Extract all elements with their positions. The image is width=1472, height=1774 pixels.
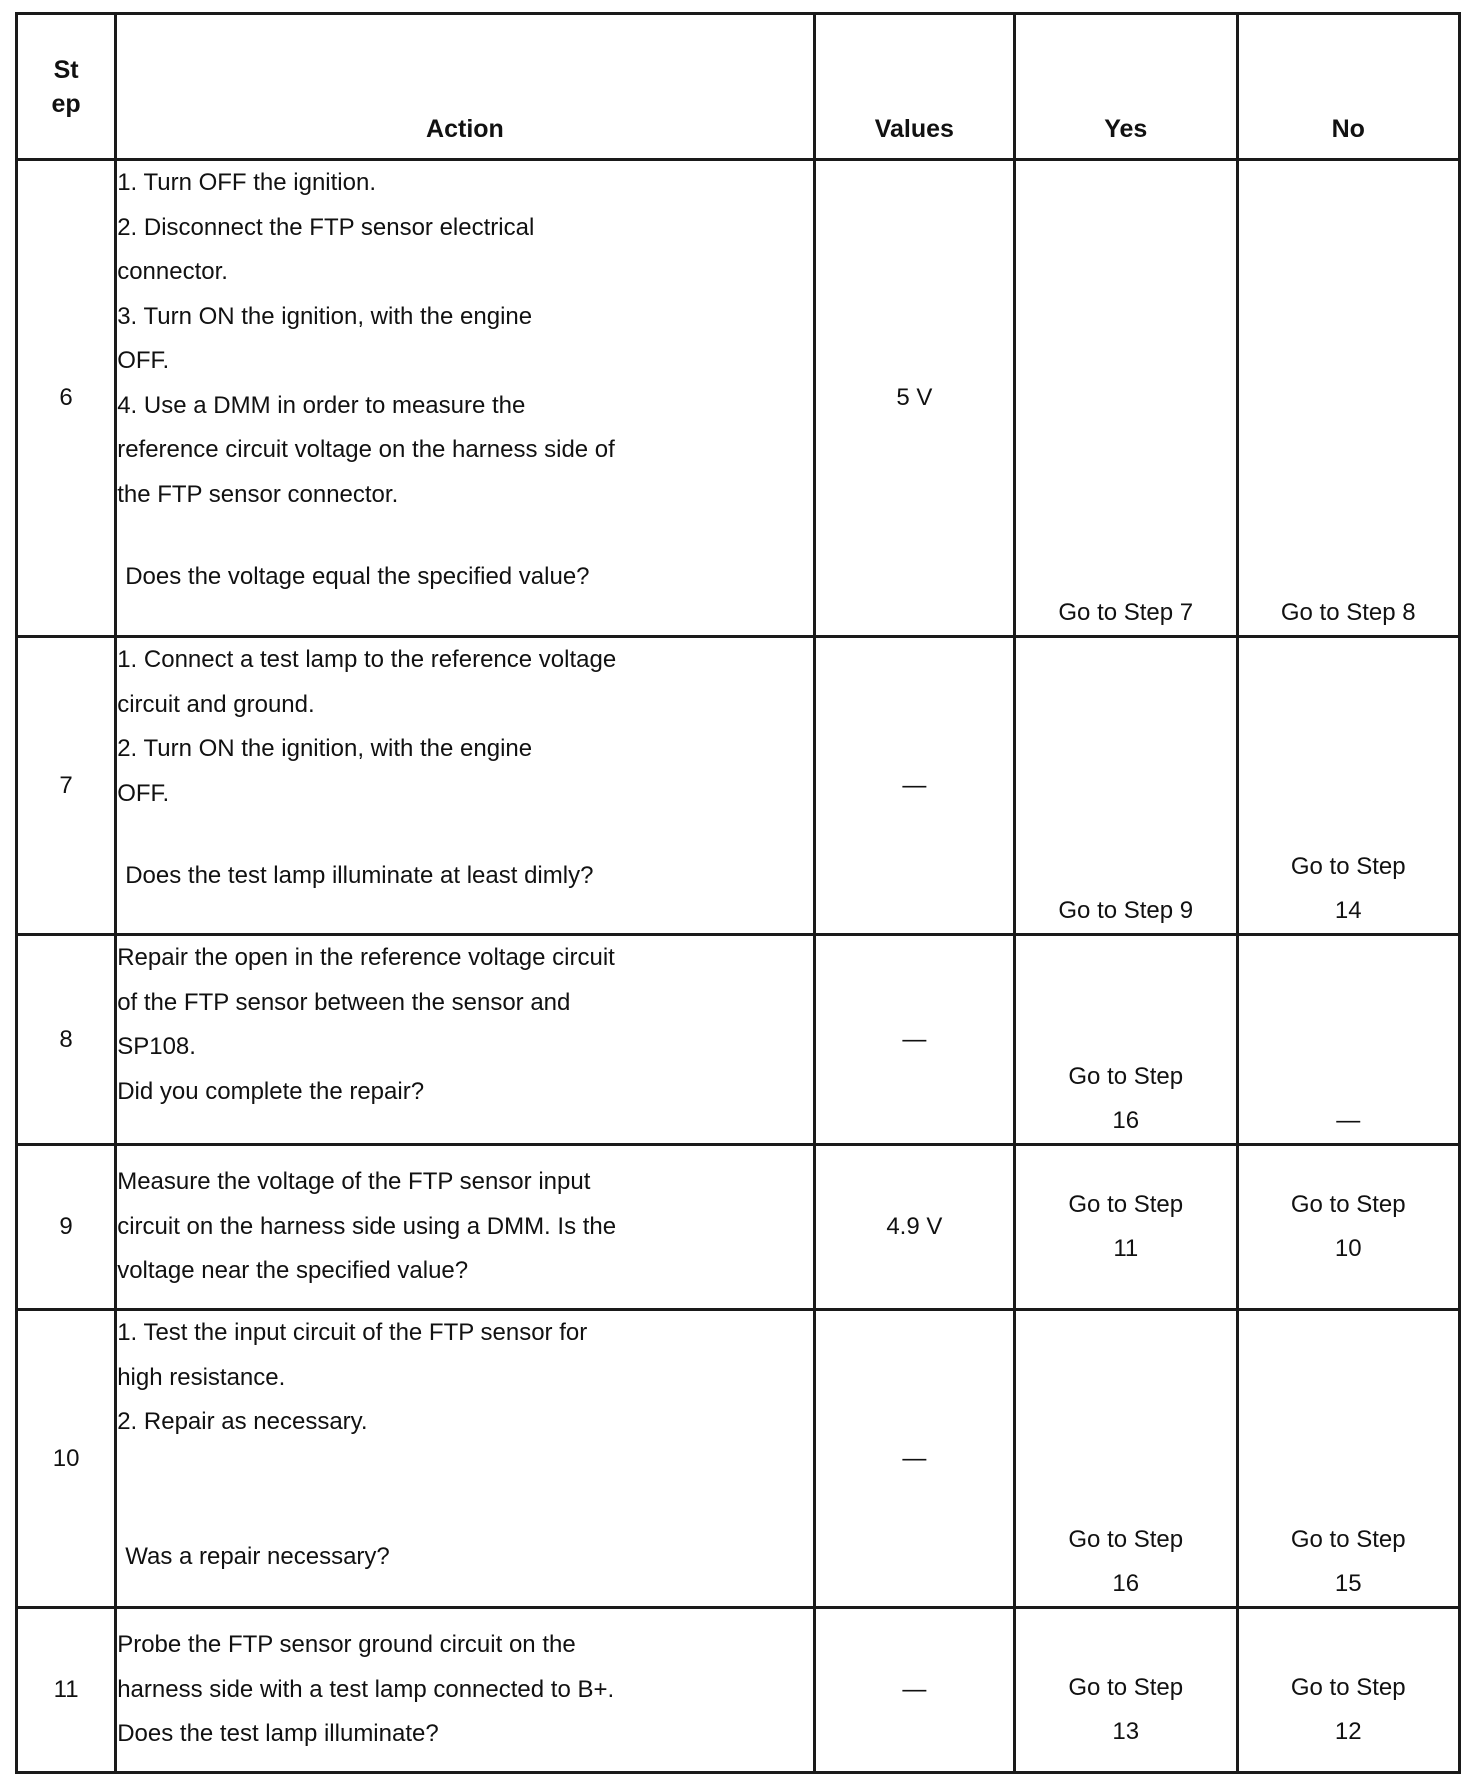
no-cell: — [1237, 935, 1460, 1145]
action-line: 3. Turn ON the ignition, with the engine [117, 302, 533, 330]
step-number: 7 [17, 637, 116, 935]
value-cell: 4.9 V [814, 1145, 1014, 1310]
header-step-line1: St [53, 55, 79, 84]
no-line: Go to Step [1290, 1526, 1406, 1553]
action-cell [116, 160, 814, 637]
yes-line: 11 [1113, 1235, 1139, 1262]
no-line: 12 [1334, 1718, 1362, 1745]
no-cell [1237, 1608, 1460, 1773]
header-row [17, 14, 1460, 160]
no-cell [1237, 1310, 1460, 1608]
action-line: circuit on the harness side using a DMM. Is the [117, 1212, 617, 1240]
action-line: of the FTP sensor between the sensor and [117, 988, 571, 1016]
step-number: 6 [17, 160, 116, 637]
no-cell [1237, 1145, 1460, 1310]
action-line: harness side with a test lamp connected to B+. [117, 1675, 615, 1703]
diagnostic-table [15, 12, 1461, 1774]
action-line: OFF. [117, 347, 170, 374]
action-cell [116, 1145, 814, 1310]
table-row [17, 637, 1460, 935]
step-number: 9 [17, 1145, 116, 1310]
yes-line: Go to Step [1068, 1674, 1184, 1701]
step-number: 11 [17, 1608, 116, 1773]
step-number: 10 [17, 1310, 116, 1608]
yes-cell [1015, 935, 1237, 1145]
value-cell: — [814, 1310, 1014, 1608]
action-question: Does the voltage equal the specified value? [125, 563, 590, 590]
action-cell [116, 1608, 814, 1773]
value-cell: — [814, 935, 1014, 1145]
value-cell: — [814, 637, 1014, 935]
value-cell: 5 V [814, 160, 1014, 637]
action-line: Probe the FTP sensor ground circuit on the [117, 1631, 576, 1659]
yes-line: Go to Step [1068, 1063, 1184, 1090]
yes-line: 16 [1112, 1570, 1140, 1597]
header-yes: Yes [1015, 14, 1237, 160]
header-values: Values [814, 14, 1014, 160]
table-row [17, 1145, 1460, 1310]
action-line: voltage near the specified value? [117, 1257, 469, 1285]
action-line: 2. Turn ON the ignition, with the engine [117, 735, 533, 762]
header-no: No [1237, 14, 1460, 160]
yes-line: 16 [1112, 1107, 1140, 1134]
action-line: 2. Repair as necessary. [117, 1408, 368, 1435]
action-line: reference circuit voltage on the harness side of [117, 436, 615, 463]
spacer [117, 517, 812, 555]
header-step-line2: ep [51, 89, 81, 118]
action-line: SP108. [117, 1033, 196, 1060]
table-row [17, 1608, 1460, 1773]
value-cell: — [814, 1608, 1014, 1773]
action-line: Does the test lamp illuminate? [117, 1720, 439, 1748]
action-line: connector. [117, 258, 228, 285]
yes-cell: Go to Step 9 [1015, 637, 1237, 935]
yes-line: Go to Step [1068, 1526, 1184, 1553]
action-cell [116, 935, 814, 1145]
spacer [117, 816, 812, 854]
action-line: 2. Disconnect the FTP sensor electrical [117, 213, 535, 241]
action-cell [116, 1310, 814, 1608]
action-question: Did you complete the repair? [117, 1077, 425, 1105]
yes-cell: Go to Step 7 [1015, 160, 1237, 637]
yes-cell [1015, 1310, 1237, 1608]
no-line: Go to Step [1290, 1191, 1406, 1218]
yes-cell [1015, 1145, 1237, 1310]
no-line: 14 [1334, 897, 1362, 924]
no-line: 15 [1334, 1570, 1362, 1597]
no-line: 10 [1334, 1235, 1362, 1262]
spacer [117, 1445, 812, 1535]
no-line: Go to Step [1290, 853, 1406, 880]
action-line: 1. Connect a test lamp to the reference voltage [117, 646, 617, 673]
action-line: Repair the open in the reference voltage circuit [117, 944, 615, 971]
action-question: Was a repair necessary? [125, 1542, 390, 1570]
yes-line: Go to Step [1068, 1191, 1184, 1218]
action-line: high resistance. [117, 1363, 286, 1391]
action-line: 4. Use a DMM in order to measure the [117, 391, 526, 419]
action-line: OFF. [117, 779, 170, 807]
table-row [17, 160, 1460, 637]
no-cell [1237, 637, 1460, 935]
table-row [17, 935, 1460, 1145]
action-line: 1. Test the input circuit of the FTP sensor for [117, 1319, 588, 1346]
step-number: 8 [17, 935, 116, 1145]
action-question: Does the test lamp illuminate at least dimly? [125, 862, 594, 889]
no-line: Go to Step [1290, 1674, 1406, 1701]
table-row [17, 1310, 1460, 1608]
yes-cell [1015, 1608, 1237, 1773]
yes-line: 13 [1112, 1718, 1140, 1745]
header-step [17, 14, 116, 160]
action-cell [116, 637, 814, 935]
no-cell: Go to Step 8 [1237, 160, 1460, 637]
action-line: Measure the voltage of the FTP sensor input [117, 1168, 591, 1196]
action-line: the FTP sensor connector. [117, 480, 399, 508]
action-line: 1. Turn OFF the ignition. [117, 169, 376, 196]
action-line: circuit and ground. [117, 690, 315, 718]
header-action: Action [116, 14, 814, 160]
